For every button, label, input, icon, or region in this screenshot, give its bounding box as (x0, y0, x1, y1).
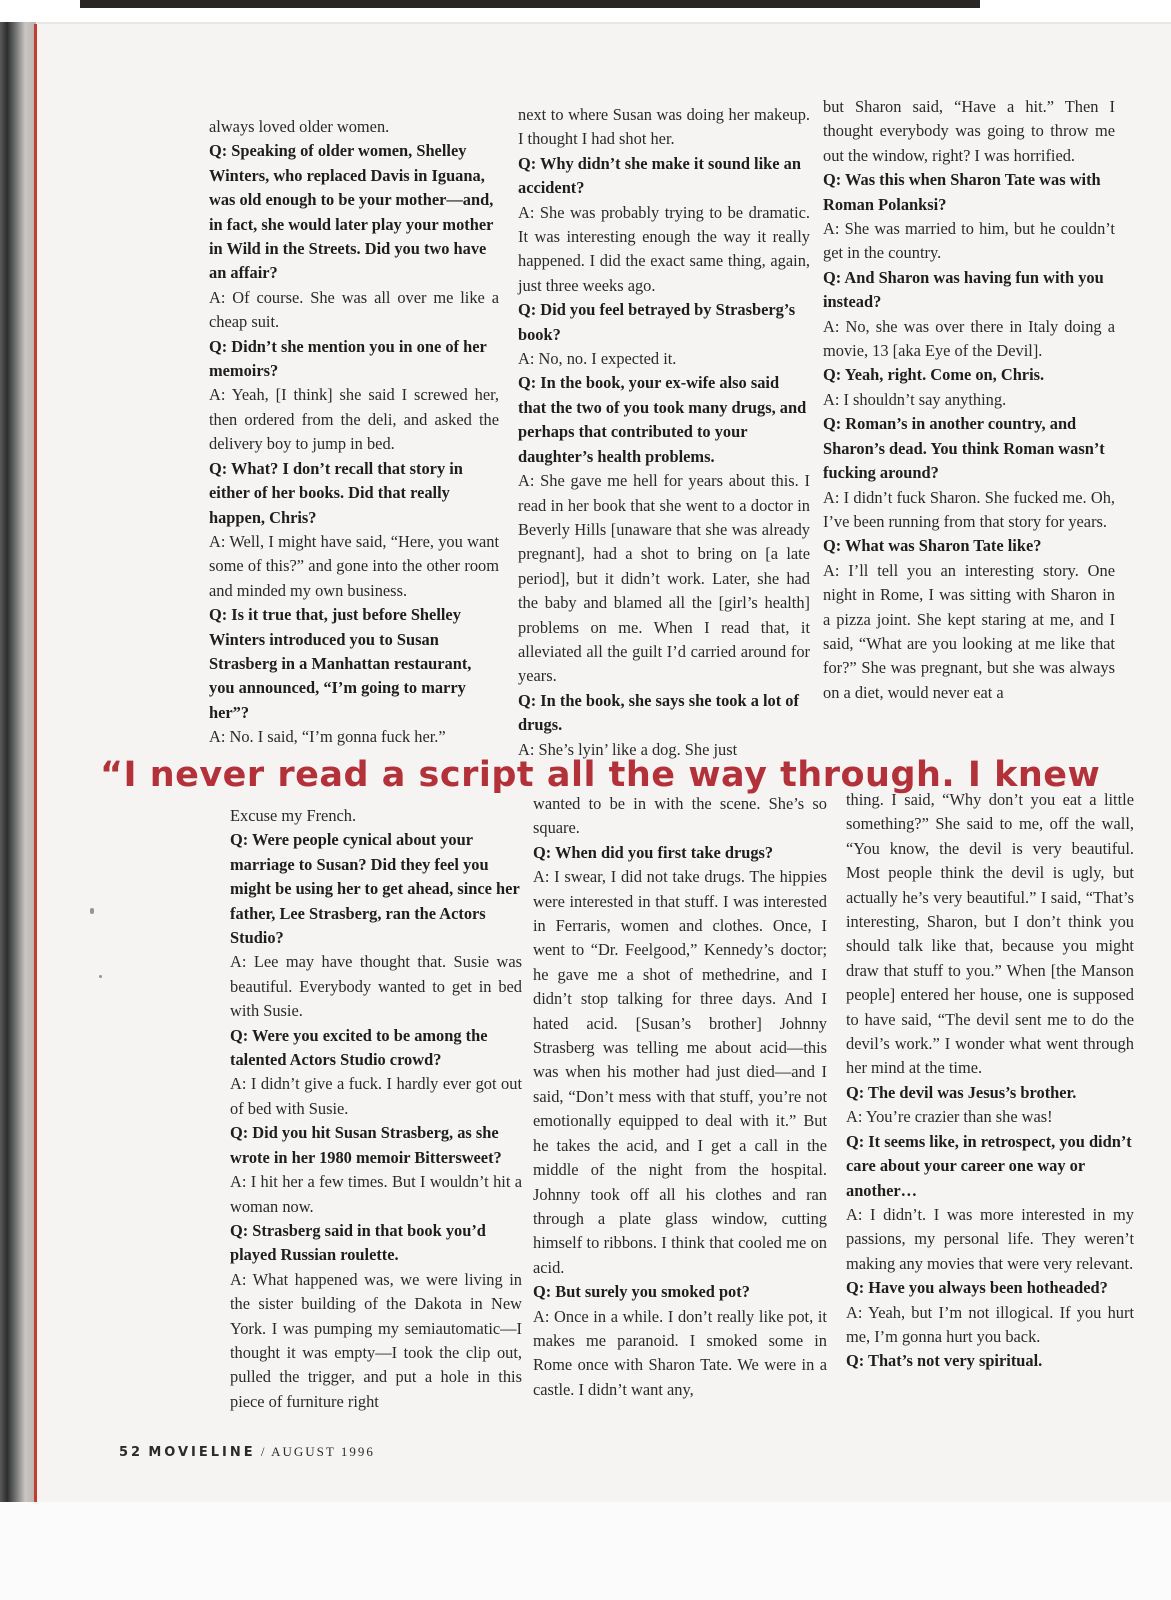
interview-answer: A: Well, I might have said, “Here, you want some of this?” and gone into the other room and minded my own business. (209, 531, 499, 600)
interview-answer: A: No, no. I expected it. (518, 349, 677, 369)
interview-question: Q: In the book, she says she took a lot of drugs. (518, 690, 799, 735)
interview-question: Q: Did you hit Susan Strasberg, as she wrote in her 1980 memoir Bittersweet? (230, 1123, 502, 1167)
interview-answer: A: You’re crazier than she was! (846, 1107, 1053, 1127)
interview-answer: A: What happened was, we were living in the sister building of the Dakota in New York. I was pumping my semiautomatic—I thought it was empty—I took the clip out, pulled the trigger, and put a hole in this piece of furniture right (230, 1269, 522, 1411)
interview-question: Q: Is it true that, just before Shelley Winters introduced you to Susan Strasberg in a Manhattan restaurant, you announced, “I’m going to marry her”? (209, 605, 472, 722)
page-speck (90, 908, 94, 914)
interview-question: Q: Didn’t she mention you in one of her memoirs? (209, 336, 487, 381)
scan-background-bottom (0, 1502, 1171, 1600)
interview-answer: Excuse my French. (230, 806, 357, 825)
scanner-edge-shadow (80, 0, 980, 8)
interview-answer: A: I didn’t fuck Sharon. She fucked me. Oh, I’ve been running from that story for years. (823, 487, 1115, 531)
interview-question: Q: Why didn’t she make it sound like an accident? (518, 153, 801, 198)
interview-answer: A: Once in a while. I don’t really like pot, it makes me paranoid. I smoked some in Rome once with Sharon Tate. We were in a castle. I didn’t want any, (533, 1306, 827, 1399)
interview-answer: A: I didn’t give a fuck. I hardly ever got out of bed with Susie. (230, 1074, 522, 1118)
interview-answer: A: She was probably trying to be dramatic. It was interesting enough the way it really happened. I did the exact same thing, again, just three weeks ago. (518, 202, 810, 295)
page-speck (99, 975, 102, 978)
interview-answer: A: She was married to him, but he couldn’t get in the country. (823, 219, 1115, 263)
article-column-bottom-1 (230, 804, 522, 1414)
interview-question: Q: Were people cynical about your marriage to Susan? Did they feel you might be using her to get ahead, since her father, Lee Strasberg, ran the Actors Studio? (230, 830, 520, 948)
interview-answer: A: She’s lyin’ like a dog. She just (518, 739, 738, 759)
interview-answer: A: I hit her a few times. But I wouldn’t hit a woman now. (230, 1172, 522, 1216)
interview-question: Q: But surely you smoked pot? (533, 1282, 750, 1302)
interview-answer: wanted to be in with the scene. She’s so square. (533, 794, 827, 838)
interview-question: Q: Did you feel betrayed by Strasberg’s book? (518, 300, 796, 344)
interview-answer: A: I didn’t. I was more interested in my passions, my personal life. They weren’t making any movies that were very relevant. (846, 1204, 1134, 1273)
interview-question: Q: When did you first take drugs? (533, 842, 774, 862)
interview-answer: A: Lee may have thought that. Susie was beautiful. Everybody wanted to get in bed with Susie. (230, 952, 522, 1021)
interview-answer: but Sharon said, “Have a hit.” Then I thought everybody was going to throw me out the window, right? I was horrified. (823, 97, 1115, 165)
interview-question: Q: Have you always been hotheaded? (846, 1278, 1108, 1298)
issue-date: AUGUST 1996 (271, 1444, 375, 1459)
interview-answer: thing. I said, “Why don’t you eat a little something?” She said to me, off the wall, “You know, the devil is very beautiful. Most people think the devil is ugly, but actually he’s very beautiful.” I said, “That’s interesting, Sharon, but I don’t think you should talk like that, because you might draw that stuff to you.” When [the Manson people] entered her house, one is supposed to have said, “The devil sent me to do the devil’s work.” I wonder what went through her mind at the time. (846, 790, 1134, 1078)
interview-question: Q: The devil was Jesus’s brother. (846, 1082, 1077, 1102)
interview-answer: A: No. I said, “I’m gonna fuck her.” (209, 727, 446, 747)
magazine-binding-edge (0, 22, 36, 1502)
interview-answer: A: She gave me hell for years about this. I read in her book that she went to a doctor in Beverly Hills [unaware that she was already pregnant], had a shot to bring on [a late period], but it didn’t work. Later, she had the baby and blamed all the [girl’s health] problems on me. When I read that, it alleviated all the guilt I’d carried around for years. (518, 471, 810, 686)
interview-answer: next to where Susan was doing her makeup. I thought I had shot her. (518, 105, 810, 149)
article-column-top-1 (209, 115, 499, 750)
interview-answer: A: Yeah, but I’m not illogical. If you hurt me, I’m gonna hurt you back. (846, 1302, 1134, 1346)
interview-question: Q: Were you excited to be among the talented Actors Studio crowd? (230, 1025, 488, 1070)
interview-answer: A: I shouldn’t say anything. (823, 389, 1007, 409)
interview-question: Q: It seems like, in retrospect, you didn’t care about your career one way or another… (846, 1131, 1132, 1200)
interview-question: Q: Strasberg said in that book you’d played Russian roulette. (230, 1220, 486, 1265)
interview-question: Q: What? I don’t recall that story in either of her books. Did that really happen, Chris? (209, 458, 463, 527)
interview-question: Q: Speaking of older women, Shelley Winters, who replaced Davis in Iguana, was old enough to be your mother—and, in fact, she would later play your mother in Wild in the Streets. Did you two have an affair? (209, 141, 494, 283)
interview-answer: always loved older women. (209, 117, 390, 136)
interview-question: Q: Was this when Sharon Tate was with Roman Polanksi? (823, 170, 1101, 214)
interview-answer: A: Yeah, [I think] she said I screwed her, then ordered from the deli, and asked the delivery boy to jump in bed. (209, 385, 499, 454)
article-column-top-2 (518, 103, 810, 762)
interview-question: Q: And Sharon was having fun with you instead? (823, 267, 1104, 312)
interview-question: Q: Yeah, right. Come on, Chris. (823, 365, 1045, 385)
interview-question: Q: That’s not very spiritual. (846, 1351, 1043, 1371)
interview-answer: A: No, she was over there in Italy doing a movie, 13 [aka Eye of the Devil]. (823, 316, 1115, 361)
interview-question: Q: What was Sharon Tate like? (823, 536, 1042, 556)
footer-separator: / (260, 1444, 267, 1459)
article-column-top-3 (823, 95, 1115, 705)
interview-question: Q: In the book, your ex-wife also said that the two of you took many drugs, and perhaps that contributed to your daughter’s health problems. (518, 373, 807, 466)
interview-answer: A: Of course. She was all over me like a cheap suit. (209, 287, 499, 332)
interview-answer: A: I swear, I did not take drugs. The hippies were interested in that stuff. I was interested in Ferraris, women and clothes. Once, I went to “Dr. Feelgood,” Kennedy’s doctor; he gave me a shot of methedrine, and I didn’t stop talking for three days. And I hated acid. [Susan’s brother] Johnny Strasberg was telling me about acid—this was when his mother had just died—and I said, “Don’t mess with that stuff, you’re not emotionally equipped to deal with it.” But he takes the acid, and I get a call in the middle of the night from the hospital. Johnny took off all his clothes and ran through a plate glass window, cutting himself to ribbons. I think that cooled me on acid. (533, 867, 827, 1277)
article-column-bottom-3 (846, 788, 1134, 1374)
pull-quote: “I never read a script all the way through. I knew (100, 755, 1101, 795)
magazine-name: MOVIELINE (148, 1445, 256, 1460)
page-number: 52 (119, 1445, 144, 1460)
article-column-bottom-2 (533, 792, 827, 1402)
page-footer (119, 1444, 375, 1460)
interview-question: Q: Roman’s in another country, and Sharon’s dead. You think Roman wasn’t fucking around? (823, 414, 1105, 483)
interview-answer: A: I’ll tell you an interesting story. One night in Rome, I was sitting with Sharon in a pizza joint. She kept staring at me, and I said, “What are you looking at me like that for?” She was pregnant, but she was always on a diet, would never eat a (823, 560, 1115, 702)
